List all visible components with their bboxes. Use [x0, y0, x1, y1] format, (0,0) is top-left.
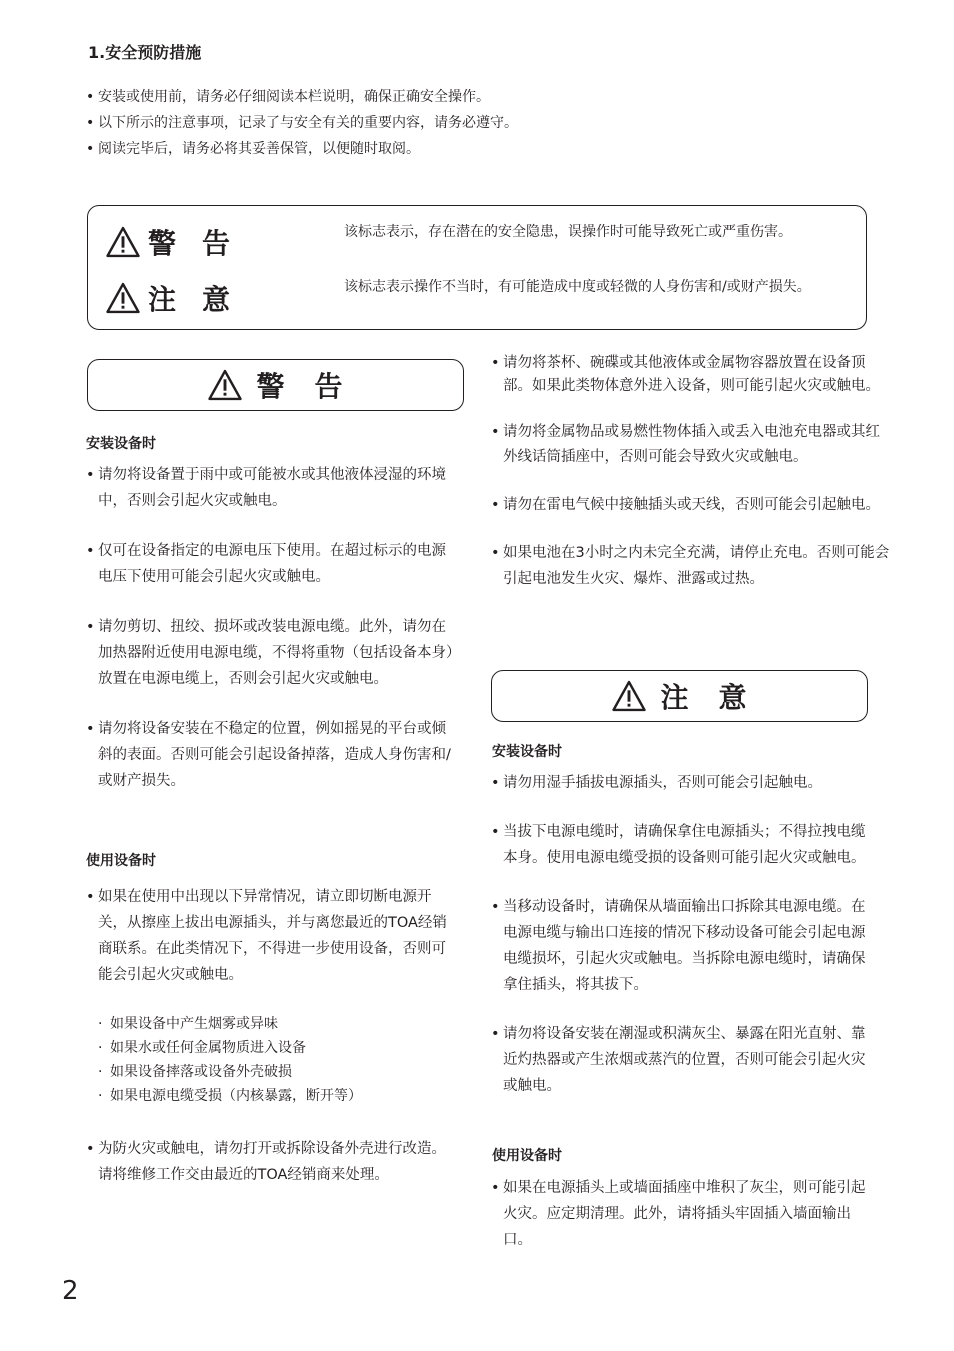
warning-triangle-icon: [208, 369, 242, 401]
list-item: • 请勿剪切、扭绞、损坏或改装电源电缆。此外，请勿在加热器附近使用电源电缆，不得将重物（包括设备本身）放置在电源电缆上，否则会引起火灾或触电。: [86, 614, 454, 692]
warning-install-list: [86, 462, 454, 794]
section-title: 1.安全预防措施: [88, 43, 202, 62]
caution-triangle-icon: [106, 282, 140, 314]
list-item: • 请勿将设备安装在不稳定的位置，例如摇晃的平台或倾斜的表面。否则可能会引起设备掉落，造成人身伤害和/或财产损失。: [86, 716, 454, 794]
warning-header-label: 警告: [256, 370, 373, 403]
condition-item: · 如果设备中产生烟雾或异味: [98, 1012, 454, 1036]
list-item: • 当移动设备时，请确保从墙面输出口拆除其电源电缆。在电源电缆与输出口连接的情况下移动设备可能会引起电源电缆损坏，引起火灾或触电。当拆除电源电缆时，请确保拿住插头，将其拔下。: [491, 894, 879, 998]
legend-warning-symbol: [106, 222, 256, 262]
caution-header-label: 注意: [660, 681, 777, 714]
conditions-list: [86, 1012, 454, 1108]
list-item: • 请勿在雷电气候中接触插头或天线，否则可能会引起触电。: [491, 492, 891, 518]
list-item: • 为防火灾或触电，请勿打开或拆除设备外壳进行改造。请将维修工作交由最近的TOA经销商来处理。: [86, 1136, 454, 1188]
intro-item: • 阅读完毕后，请务必将其妥善保管，以便随时取阅。: [86, 136, 906, 162]
list-item: • 请勿将茶杯、碗碟或其他液体或金属物容器放置在设备顶部。如果此类物体意外进入设备，则可能引起火灾或触电。: [491, 352, 891, 398]
condition-item: · 如果设备摔落或设备外壳破损: [98, 1060, 454, 1084]
caution-header-box: [491, 670, 868, 722]
warning-triangle-icon: [106, 226, 140, 258]
warning-header-box: [87, 359, 464, 411]
symbol-legend-box: [87, 205, 867, 330]
warning-right-list: [491, 352, 891, 592]
intro-list: [86, 84, 906, 162]
list-item: • 如果电池在3小时之内未完全充满，请停止充电。否则可能会引起电池发生火灾、爆炸、泄露或过热。: [491, 540, 891, 592]
intro-item: • 安装或使用前，请务必仔细阅读本栏说明，确保正确安全操作。: [86, 84, 906, 110]
list-item: • 如果在电源插头上或墙面插座中堆积了灰尘，则可能引起火灾。应定期清理。此外，请将插头牢固插入墙面输出口。: [491, 1175, 879, 1253]
condition-item: · 如果水或任何金属物质进入设备: [98, 1036, 454, 1060]
legend-caution-label: 注意: [148, 283, 257, 316]
caution-install-list: [491, 770, 879, 1099]
list-item: • 请勿将金属物品或易燃性物体插入或丢入电池充电器或其红外线话筒插座中，否则可能会导致火灾或触电。: [491, 420, 891, 470]
condition-item: · 如果电源电缆受损（内核暴露，断开等）: [98, 1084, 454, 1108]
legend-warning-label: 警告: [148, 227, 257, 260]
caution-use-list: [491, 1175, 879, 1253]
caution-use-heading: 使用设备时: [492, 1148, 562, 1164]
legend-warning-desc: 该标志表示，存在潜在的安全隐患，误操作时可能导致死亡或严重伤害。: [344, 224, 792, 240]
caution-install-heading: 安装设备时: [492, 744, 562, 760]
legend-caution-symbol: [106, 278, 256, 318]
list-item: • 当拔下电源电缆时，请确保拿住电源插头；不得拉拽电缆本身。使用电源电缆受损的设备则可能引起火灾或触电。: [491, 819, 879, 871]
list-item: • 请勿将设备安装在潮湿或积满灰尘、暴露在阳光直射、靠近灼热器或产生浓烟或蒸汽的位置，否则可能会引起火灾或触电。: [491, 1021, 879, 1099]
list-item: • 仅可在设备指定的电源电压下使用。在超过标示的电源电压下使用可能会引起火灾或触电。: [86, 538, 454, 590]
warning-use-heading: 使用设备时: [86, 853, 156, 869]
list-item: • 如果在使用中出现以下异常情况，请立即切断电源开关，从擦座上拔出电源插头，并与离您最近的TOA经销商联系。在此类情况下，不得进一步使用设备，否则可能会引起火灾或触电。: [86, 884, 454, 988]
list-item: • 请勿将设备置于雨中或可能被水或其他液体浸湿的环境中，否则会引起火灾或触电。: [86, 462, 454, 514]
list-item: • 请勿用湿手插拔电源插头，否则可能会引起触电。: [491, 770, 879, 796]
warning-install-heading: 安装设备时: [86, 436, 156, 452]
warning-use-list: [86, 884, 454, 1188]
legend-caution-desc: 该标志表示操作不当时，有可能造成中度或轻微的人身伤害和/或财产损失。: [344, 279, 811, 295]
intro-item: • 以下所示的注意事项，记录了与安全有关的重要内容，请务必遵守。: [86, 110, 906, 136]
caution-triangle-icon: [612, 680, 646, 712]
page-number: 2: [62, 1276, 79, 1306]
